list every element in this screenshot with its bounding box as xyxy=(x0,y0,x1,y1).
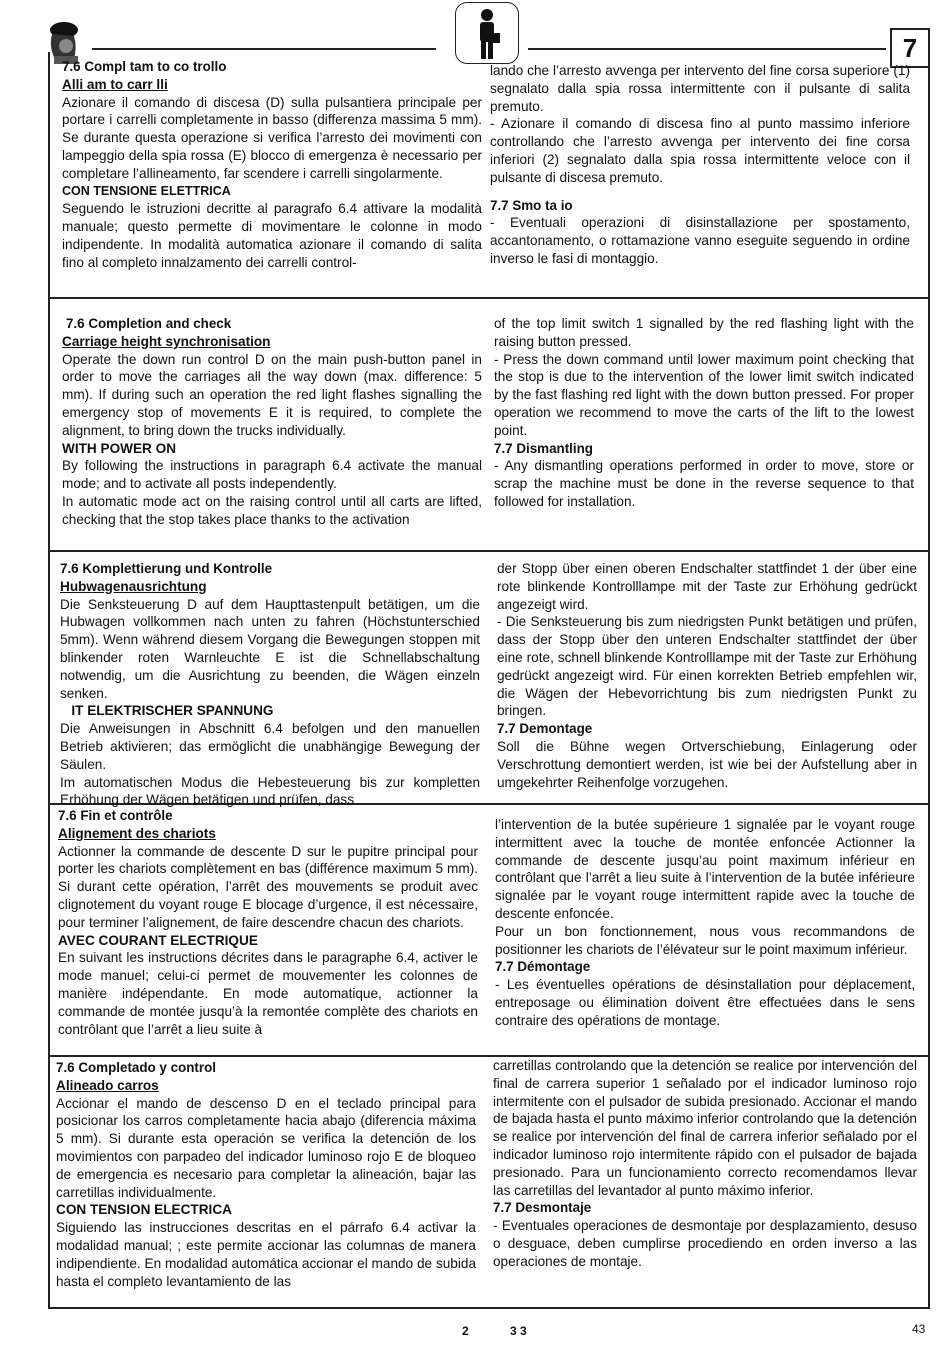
section-es-left xyxy=(56,1059,476,1290)
section-fr-right xyxy=(495,816,915,1030)
paragraph: Pour un bon fonctionnement, nous vous recommandons de positionner les chariots de l’élévateur sur le point maximum inférieur. xyxy=(495,923,915,957)
section-fr-left xyxy=(58,807,478,1038)
section-de-right xyxy=(497,560,917,791)
section-divider-1 xyxy=(48,297,930,299)
power-heading: CON TENSIONE ELETTRICA xyxy=(62,183,231,198)
dismantling-heading: 7.7 Smo ta io xyxy=(490,197,573,213)
dismantling-heading: 7.7 Dismantling xyxy=(494,440,593,456)
paragraph: der Stopp über einen oberen Endschalter stattfindet 1 der über eine rote blinkende Kontrolllampe mit der Taste zur Erhöhung gedrückt angezeigt wird. xyxy=(497,561,917,612)
section-subheading: Hubwagenausrichtung xyxy=(60,578,207,594)
paragraph: - Die Senksteuerung bis zum niedrigsten Punkt betätigen und prüfen, dass der Stopp über den unteren Endschalter stattfindet der über eine rote, schnell blinkende Kontrolllampe mit der Taste zur Erhöhung gedrückt angezeigt wird. Für einen korrekten Betrieb empfehlen wir, die Wägen der Hebevorrichtung bis zum niedrigsten Punkt zu bringen. xyxy=(497,614,917,719)
page-frame-left xyxy=(48,52,50,1308)
header-rule-left xyxy=(92,48,436,50)
person-with-toolbox-icon xyxy=(455,2,519,64)
paragraph: Azionare il comando di discesa (D) sulla pulsantiera principale per portare i carrelli completamente in basso (differenza massima 5 mm). Se durante questa operazione si verifica l’arresto dei movimenti con lampeggio della spia rossa (E) blocco di emergenza è necessario per completare l’allineamento, far scendere i carrelli singolarmente. xyxy=(62,94,482,181)
paragraph: Die Senksteuerung D auf dem Haupttastenpult betätigen, um die Hubwagen vollkommen nach unten zu fahren (Höchstunterschied 5mm). Wenn während diesem Vorgang die Bewegungen stoppen mit blinkender roten Warnleuchte E ist die Schnellabschaltung notwendig, um die Ausrichtung zu beenden, die Wägen einzeln senken. xyxy=(60,596,480,701)
footer-code-right: 3 3 xyxy=(510,1324,527,1338)
section-divider-2 xyxy=(48,550,930,552)
page-frame-bottom xyxy=(48,1307,930,1309)
header-rule-right xyxy=(528,48,886,50)
section-de-left xyxy=(60,560,480,809)
paragraph: Die Anweisungen in Abschnitt 6.4 befolgen und den manuellen Betrieb aktivieren; das ermöglicht die unabhängige Bewegung der Säulen. xyxy=(60,721,480,772)
paragraph: Siguiendo las instrucciones descritas en el párrafo 6.4 activar la modalidad manual; ; este permite accionar las columnas de manera indipendiente. En modalidad automática accionar el mando de subida hasta el completo levantamiento de las xyxy=(56,1220,476,1289)
paragraph: lando che l’arresto avvenga per intervento del fine corsa superiore (1) segnalato dalla spia rossa intermittente con il pulsante di salita premuto. xyxy=(490,63,910,114)
power-heading: CON TENSION ELECTRICA xyxy=(56,1202,232,1218)
paragraph: Actionner la commande de descente D sur le pupitre principal pour porter les chariots complètement en bas (différence maximum 5 mm). Si durant cette opération, l’arrêt des mouvements se produit avec clignotement du voyant rouge E blocage d’urgence, il est nécessaire, pour terminer l’alignement, de faire descendre chacun des chariots. xyxy=(58,843,478,930)
paragraph: Im automatischen Modus die Hebesteuerung bis zur kompletten Erhöhung der Wägen betätigen und prüfen, dass xyxy=(60,774,480,808)
page-frame-right xyxy=(928,52,930,1308)
paragraph: - Eventuales operaciones de desmontaje por desplazamiento, desuso o desguace, deben cumplirse procediendo en orden inverso a las operaciones de montaje. xyxy=(493,1218,917,1269)
page-number: 43 xyxy=(912,1322,926,1336)
section-heading: 7.6 Compl tam to co trollo xyxy=(62,59,227,74)
paragraph: of the top limit switch 1 signalled by the red flashing light with the raising button pressed. xyxy=(494,316,914,349)
power-heading: WITH POWER ON xyxy=(62,440,177,456)
paragraph: l’intervention de la butée supérieure 1 signalée par le voyant rouge intermittent avec la touche de montée enfoncée Actionner la commande de descente jusqu’au point maximum inférieur en contrôlant que l’arrêt a lieu suite à l’intervention de la butée inférieure signalée par le voyant rouge intermittent rapide avec la touche de descente enfoncée. xyxy=(495,817,915,921)
paragraph: carretillas controlando que la detención se realice por intervención del final de carrera superior 1 señalado por el indicador luminoso rojo intermitente con el pulsador de subida presionado. Accionar el mando de bajada hasta el punto máximo inferior controlando que la detención se realice por intervención del final de carrera inferior señalado por el indicador luminoso rojo intermitente rápido con el pulsador de bajada presionado. Para un funcionamiento correcto recomendamos llevar las carretillas del levantador al punto máximo inferior. xyxy=(493,1058,917,1198)
section-en-left xyxy=(62,315,482,529)
power-heading: IT ELEKTRISCHER SPANNUNG xyxy=(60,703,274,719)
chapter-number-box: 7 xyxy=(890,28,930,68)
section-it-right xyxy=(490,62,910,268)
paragraph: - Any dismantling operations performed in order to move, store or scrap the machine must be done in the reverse sequence to that followed for installation. xyxy=(494,458,914,509)
power-heading: AVEC COURANT ELECTRIQUE xyxy=(58,932,258,948)
section-heading: 7.6 Fin et contrôle xyxy=(58,808,173,823)
paragraph: - Les éventuelles opérations de désinstallation pour déplacement, entreposage ou élimination doivent être effectuées dans le sens contraire des opérations de montage. xyxy=(495,977,915,1028)
paragraph: En suivant les instructions décrites dans le paragraphe 6.4, activer le mode manuel; celui-ci permet de mouvementer les colonnes de manière indépendante. En mode automatique, actionner la commande de montée jusqu’à la remontée complète des chariots en contrôlant que l’arrêt a lieu suite à xyxy=(58,950,478,1037)
section-subheading: Alli am to carr lli xyxy=(62,76,168,92)
footer-code-left: 2 xyxy=(462,1324,469,1338)
paragraph: Accionar el mando de descenso D en el teclado principal para posicionar los carros completamente hacia abajo (diferencia máxima 5 mm). Si durante esta operación se verifica la detención de los movimientos con parpadeo del indicador luminoso rojo E de bloqueo de emergencia es necesario para completar la alineación, bajar las carretillas individualmente. xyxy=(56,1095,476,1200)
section-heading: 7.6 Komplettierung und Kontrolle xyxy=(60,561,273,576)
paragraph: - Eventuali operazioni di disinstallazione per spostamento, accantonamento, o rottamazione vanno eseguite seguendo in ordine inverso le fasi di montaggio. xyxy=(490,215,910,266)
paragraph: Seguendo le istruzioni decritte al paragrafo 6.4 attivare la modalità manuale; questo permette di movimentare le colonne in modo indipendente. In modalità automatica azionare il comando di salita fino al completo innalzamento dei carrelli control- xyxy=(62,201,482,270)
dismantling-heading: 7.7 Démontage xyxy=(495,959,591,975)
section-heading: 7.6 Completion and check xyxy=(66,316,232,331)
paragraph: Operate the down run control D on the main push-button panel in order to move the carriages all the way down (max. difference: 5 mm). If during such an operation the red light flashes signalling the emergency stop of movements E it is required, to complete the alignment, to bring down the trucks individually. xyxy=(62,351,482,438)
section-heading: 7.6 Completado y control xyxy=(56,1060,216,1075)
section-es-right xyxy=(493,1057,917,1271)
section-subheading: Carriage height synchronisation xyxy=(62,333,271,349)
section-it-left xyxy=(62,58,482,272)
dismantling-heading: 7.7 Demontage xyxy=(497,721,593,737)
section-en-right xyxy=(494,315,914,511)
paragraph: - Azionare il comando di discesa fino al punto massimo inferiore controllando che l’arresto avvenga per intervento dei fine corsa inferiori (2) segnalato dalla spia rossa intermittente veloce con il pulsante di discesa premuto. xyxy=(490,116,910,185)
section-subheading: Alineado carros xyxy=(56,1077,159,1093)
paragraph: In automatic mode act on the raising control until all carts are lifted, checking that the stop takes place thanks to the activation xyxy=(62,493,482,527)
section-subheading: Alignement des chariots xyxy=(58,825,216,841)
paragraph: Soll die Bühne wegen Ortverschiebung, Einlagerung oder Verschrottung demontiert werden, ist wie bei der Aufstellung aber in umgekehrter Reihenfolge vorzugehen. xyxy=(497,738,917,790)
paragraph: By following the instructions in paragraph 6.4 activate the manual mode; and to activate all posts independently. xyxy=(62,458,482,492)
paragraph: - Press the down command until lower maximum point checking that the stop is due to the intervention of the lower limit switch indicated by the fast flashing red light with the down button pressed. For proper operation we recommend to move the carts of the lift to the lowest point. xyxy=(494,351,914,438)
dismantling-heading: 7.7 Desmontaje xyxy=(493,1200,592,1216)
